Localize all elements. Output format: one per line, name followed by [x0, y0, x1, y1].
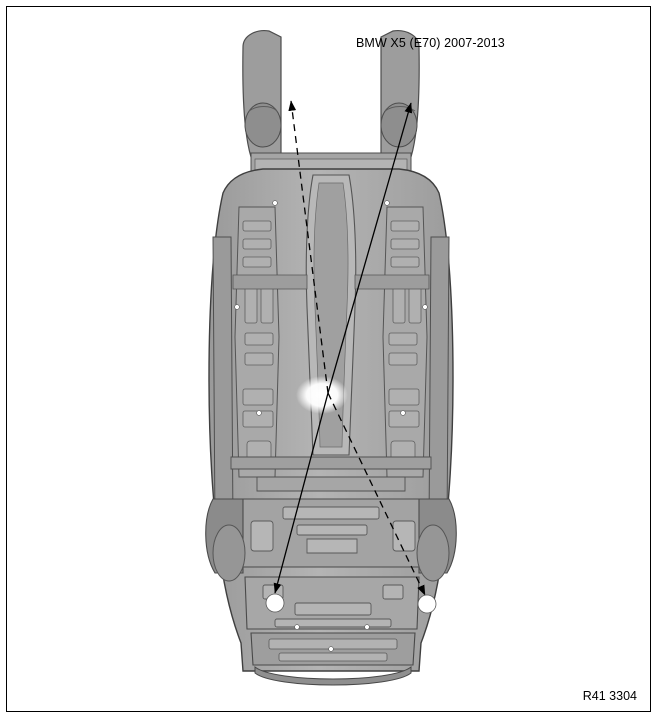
underbody-illustration	[7, 7, 650, 711]
illustration-stage	[7, 7, 650, 711]
page-title: BMW X5 (E70) 2007-2013	[356, 36, 505, 50]
vehicle-body-outline	[206, 31, 457, 685]
marker-front-left	[266, 594, 284, 612]
marker-center	[296, 376, 348, 414]
figure-id: R41 3304	[582, 689, 637, 703]
marker-front-right	[418, 595, 436, 613]
